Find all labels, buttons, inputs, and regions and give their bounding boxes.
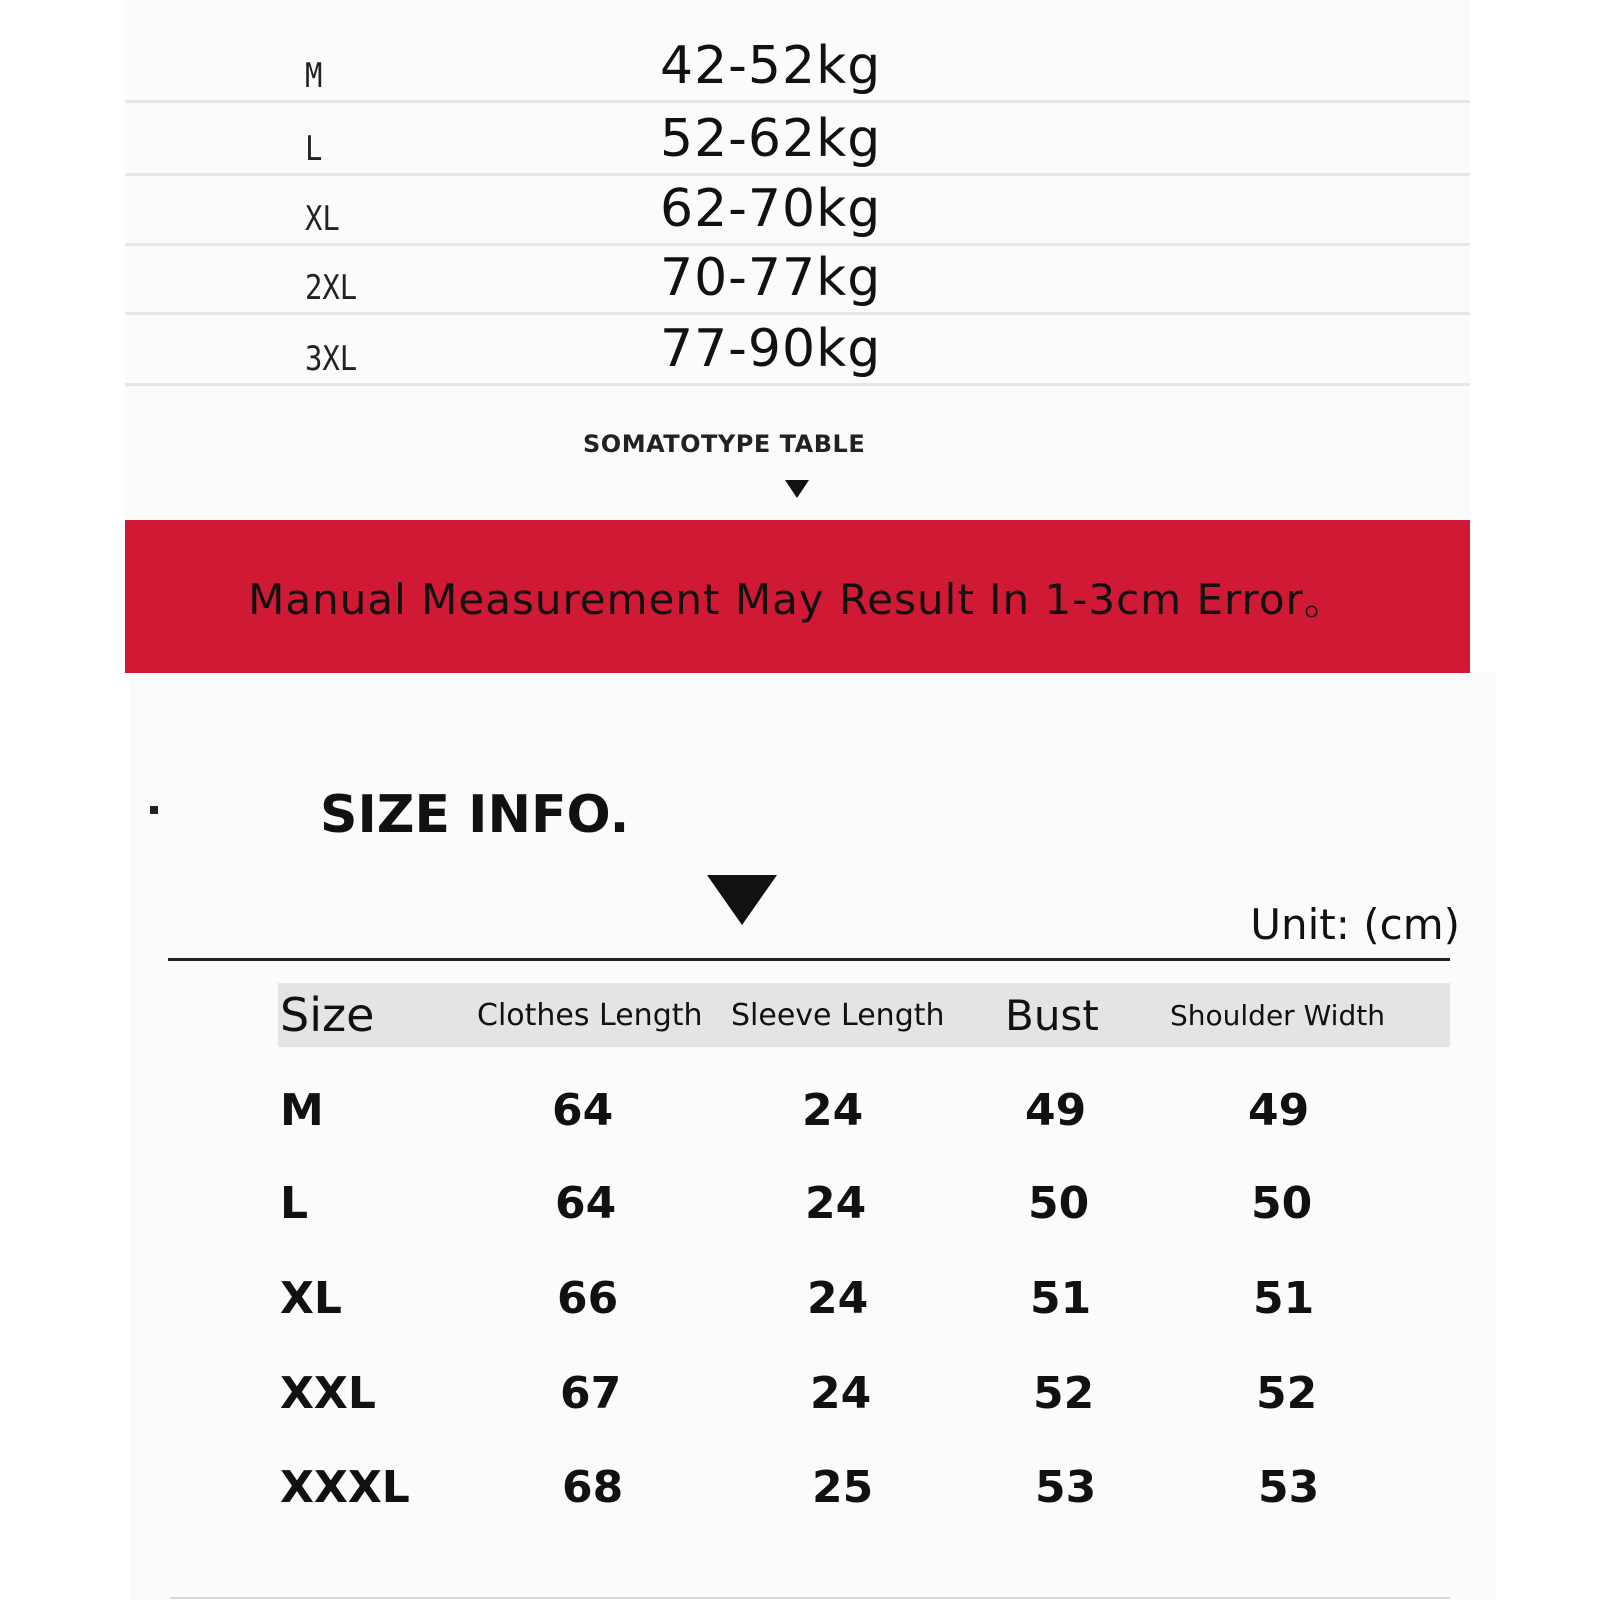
weight-row-size: XL [305, 199, 340, 239]
weight-row-size: 3XL [305, 339, 358, 379]
table-cell-clothes-length: 66 [557, 1273, 619, 1324]
weight-row-size: M [305, 56, 323, 96]
weight-row [125, 242, 1470, 315]
weight-row [125, 313, 1470, 386]
table-cell-clothes-length: 64 [552, 1085, 614, 1136]
weight-row-size: 2XL [305, 268, 358, 308]
table-cell-shoulder-width: 49 [1248, 1085, 1310, 1136]
weight-row-size: L [305, 129, 323, 169]
weight-row-value: 70-77kg [660, 248, 882, 308]
column-header-shoulder-width: Shoulder Width [1170, 998, 1385, 1032]
table-cell-size: L [280, 1178, 309, 1229]
column-header-bust: Bust [1005, 990, 1099, 1040]
column-header-size: Size [280, 988, 375, 1042]
banner-text: Manual Measurement May Result In 1-3cm Error。 [248, 574, 1347, 624]
weight-row [125, 103, 1470, 176]
table-cell-sleeve-length: 24 [810, 1368, 872, 1419]
table-cell-shoulder-width: 53 [1258, 1462, 1320, 1513]
table-cell-bust: 50 [1028, 1178, 1090, 1229]
weight-row-value: 62-70kg [660, 179, 882, 239]
triangle-down-icon [707, 875, 777, 925]
weight-row-value: 42-52kg [660, 36, 882, 96]
table-cell-shoulder-width: 52 [1256, 1368, 1318, 1419]
weight-row-value: 52-62kg [660, 109, 882, 169]
unit-label: Unit: (cm) [1250, 900, 1460, 949]
weight-row [125, 173, 1470, 246]
table-cell-sleeve-length: 24 [802, 1085, 864, 1136]
divider [168, 958, 1450, 961]
table-cell-sleeve-length: 24 [807, 1273, 869, 1324]
table-cell-size: XL [280, 1273, 342, 1324]
table-cell-bust: 51 [1030, 1273, 1092, 1324]
table-cell-size: XXXL [280, 1462, 410, 1513]
somatotype-panel [125, 0, 1470, 520]
table-cell-clothes-length: 64 [555, 1178, 617, 1229]
table-cell-sleeve-length: 25 [812, 1462, 874, 1513]
table-cell-bust: 49 [1025, 1085, 1087, 1136]
table-cell-size: XXL [280, 1368, 376, 1419]
table-cell-bust: 53 [1035, 1462, 1097, 1513]
size-info-title: SIZE INFO. [320, 785, 630, 845]
weight-row [125, 30, 1470, 103]
triangle-down-icon [785, 480, 809, 498]
table-cell-size: M [280, 1085, 324, 1136]
table-cell-clothes-length: 68 [562, 1462, 624, 1513]
table-cell-sleeve-length: 24 [805, 1178, 867, 1229]
somatotype-caption: SOMATOTYPE TABLE [583, 430, 866, 458]
measurement-warning-banner [125, 520, 1470, 673]
table-cell-clothes-length: 67 [560, 1368, 622, 1419]
bullet-dot-icon [150, 806, 158, 814]
table-cell-shoulder-width: 50 [1251, 1178, 1313, 1229]
column-header-clothes-length: Clothes Length [477, 997, 703, 1033]
table-cell-shoulder-width: 51 [1253, 1273, 1315, 1324]
column-header-sleeve-length: Sleeve Length [731, 997, 945, 1033]
divider [170, 1597, 1450, 1599]
weight-row-value: 77-90kg [660, 319, 882, 379]
table-cell-bust: 52 [1033, 1368, 1095, 1419]
